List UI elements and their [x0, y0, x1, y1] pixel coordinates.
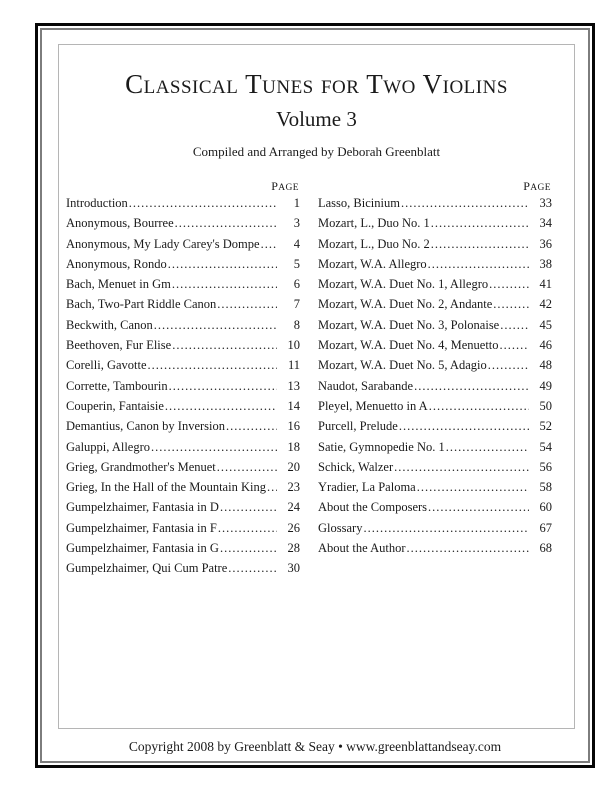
- toc-entry-page: 52: [539, 419, 552, 434]
- dot-leader: [446, 440, 529, 455]
- toc-entry-title: Mozart, L., Duo No. 1: [318, 216, 430, 231]
- middle-border: [40, 28, 590, 763]
- toc-entry-title: Lasso, Bicinium: [318, 196, 400, 210]
- dot-leader: [151, 440, 277, 455]
- toc-entry-title: Beckwith, Canon: [66, 317, 153, 332]
- toc-entry-page: 42: [539, 297, 552, 312]
- dot-leader: [428, 500, 529, 515]
- toc-entry-page: 68: [539, 541, 552, 556]
- toc-entry: [318, 297, 552, 317]
- toc-entry-page: 14: [287, 398, 300, 413]
- toc-entry: [66, 440, 300, 460]
- dot-leader: [500, 338, 529, 353]
- dot-leader: [261, 237, 277, 252]
- toc-entry-page: 10: [287, 338, 300, 353]
- dot-leader: [431, 237, 529, 252]
- toc-entry: [318, 541, 552, 561]
- toc-entry-page: 4: [293, 236, 300, 251]
- toc-entry-title: Gumpelzhaimer, Fantasia in D: [66, 500, 219, 515]
- toc-entry: [318, 338, 552, 358]
- toc-entry: [318, 277, 552, 297]
- dot-leader: [431, 216, 529, 231]
- toc-entry-page: 16: [287, 419, 300, 434]
- toc-entry-title: Grieg, Grandmother's Menuet: [66, 459, 216, 474]
- toc-entry-page: 50: [539, 398, 552, 413]
- dot-leader: [172, 277, 277, 292]
- outer-border: [35, 23, 595, 768]
- toc-entry-title: Anonymous, Bourree: [66, 216, 174, 231]
- dot-leader: [428, 257, 529, 272]
- toc-entry-title: Couperin, Fantaisie: [66, 398, 164, 413]
- dot-leader: [226, 419, 277, 434]
- toc-entry-page: 13: [287, 378, 300, 393]
- toc-entry: [66, 338, 300, 358]
- toc-entry-title: About the Author: [318, 541, 406, 556]
- toc-entry-page: 1: [293, 196, 300, 210]
- dot-leader: [175, 216, 277, 231]
- toc-entry-page: 56: [539, 459, 552, 474]
- toc-entry: [66, 561, 300, 581]
- toc-entry-title: Gumpelzhaimer, Fantasia in G: [66, 541, 219, 556]
- dot-leader: [169, 379, 277, 394]
- toc-entry-page: 26: [287, 520, 300, 535]
- dot-leader: [267, 480, 277, 495]
- toc-entry-title: Grieg, In the Hall of the Mountain King: [66, 480, 266, 495]
- toc-entry-page: 38: [539, 256, 552, 271]
- toc-entry-title: Corelli, Gavotte: [66, 358, 147, 373]
- toc-rows-right: [318, 196, 552, 561]
- toc-entry-title: Mozart, W.A. Duet No. 5, Adagio: [318, 358, 487, 373]
- toc-entry: [66, 297, 300, 317]
- toc-entry-title: Yradier, La Paloma: [318, 480, 416, 495]
- table-of-contents: [66, 180, 552, 582]
- toc-entry: [66, 521, 300, 541]
- toc-entry-page: 36: [539, 236, 552, 251]
- toc-entry: [318, 440, 552, 460]
- toc-entry-title: Mozart, W.A. Duet No. 1, Allegro: [318, 277, 489, 292]
- toc-entry-title: Purcell, Prelude: [318, 419, 398, 434]
- toc-entry-title: About the Composers: [318, 500, 428, 515]
- toc-entry-title: Bach, Two-Part Riddle Canon: [66, 297, 217, 312]
- toc-entry: [66, 277, 300, 297]
- dot-leader: [148, 358, 277, 373]
- toc-entry-title: Schick, Walzer: [318, 459, 394, 474]
- dot-leader: [429, 399, 529, 414]
- toc-entry: [318, 399, 552, 419]
- toc-entry-title: Anonymous, My Lady Carey's Dompe: [66, 236, 260, 251]
- toc-entry: [66, 541, 300, 561]
- toc-entry-page: 28: [287, 541, 300, 556]
- toc-entry: [318, 318, 552, 338]
- toc-entry-page: 7: [293, 297, 300, 312]
- toc-entry-title: Demantius, Canon by Inversion: [66, 419, 226, 434]
- toc-entry: [318, 196, 552, 216]
- dot-leader: [488, 358, 529, 373]
- dot-leader: [493, 297, 529, 312]
- toc-entry: [318, 379, 552, 399]
- copyright-footer: Copyright 2008 by Greenblatt & Seay • www.greenblattandseay.com: [128, 739, 502, 754]
- toc-column-left: [66, 180, 300, 582]
- toc-entry-title: Beethoven, Fur Elise: [66, 338, 172, 353]
- byline: Compiled and Arranged by Deborah Greenblatt: [192, 144, 441, 159]
- toc-entry-title: Mozart, W.A. Duet No. 4, Menuetto: [318, 338, 499, 353]
- dot-leader: [220, 541, 277, 556]
- toc-entry-page: 34: [539, 216, 552, 231]
- toc-entry-page: 23: [287, 480, 300, 495]
- dot-leader: [489, 277, 529, 292]
- dot-leader: [172, 338, 277, 353]
- toc-entry: [318, 216, 552, 236]
- toc-entry-title: Gumpelzhaimer, Fantasia in F: [66, 520, 217, 535]
- toc-entry-page: 8: [293, 317, 300, 332]
- toc-entry-title: Anonymous, Rondo: [66, 256, 167, 271]
- toc-entry-page: 54: [539, 439, 552, 454]
- toc-entry-title: Naudot, Sarabande: [318, 378, 414, 393]
- volume-subtitle: Volume 3: [276, 107, 357, 131]
- toc-entry-page: 33: [539, 196, 552, 210]
- toc-entry: [66, 419, 300, 439]
- toc-entry-page: 48: [539, 358, 552, 373]
- dot-leader: [218, 521, 277, 536]
- toc-entry: [66, 216, 300, 236]
- toc-entry: [318, 257, 552, 277]
- toc-entry: [318, 480, 552, 500]
- toc-entry-page: 41: [539, 277, 552, 292]
- toc-entry: [66, 460, 300, 480]
- toc-entry: [66, 196, 300, 216]
- toc-content: [59, 45, 574, 582]
- toc-entry-title: Introduction: [66, 196, 128, 210]
- toc-entry-title: Glossary: [318, 520, 363, 535]
- dot-leader: [414, 379, 529, 394]
- toc-entry-page: 18: [287, 439, 300, 454]
- dot-leader: [399, 419, 529, 434]
- toc-entry: [318, 358, 552, 378]
- toc-entry: [318, 521, 552, 541]
- toc-entry: [66, 480, 300, 500]
- toc-entry-title: Satie, Gymnopedie No. 1: [318, 439, 445, 454]
- book-title: Classical Tunes for Two Violins: [125, 69, 508, 99]
- dot-leader: [394, 460, 529, 475]
- toc-entry-title: Pleyel, Menuetto in A: [318, 398, 428, 413]
- toc-entry: [66, 237, 300, 257]
- dot-leader: [217, 297, 277, 312]
- toc-entry-page: 58: [539, 480, 552, 495]
- toc-entry-page: 3: [293, 216, 300, 231]
- toc-entry-page: 5: [293, 256, 300, 271]
- toc-entry: [66, 358, 300, 378]
- dot-leader: [500, 318, 529, 333]
- toc-entry-title: Gumpelzhaimer, Qui Cum Patre: [66, 561, 228, 576]
- content-border: [58, 44, 575, 729]
- toc-entry-title: Mozart, W.A. Duet No. 2, Andante: [318, 297, 493, 312]
- dot-leader: [129, 196, 277, 211]
- toc-entry-title: Galuppi, Allegro: [66, 439, 151, 454]
- toc-entry-page: 46: [539, 338, 552, 353]
- toc-entry-page: 30: [287, 561, 300, 576]
- toc-entry: [318, 500, 552, 520]
- toc-rows-left: [66, 196, 300, 582]
- toc-entry-page: 45: [539, 317, 552, 332]
- toc-entry-title: Mozart, L., Duo No. 2: [318, 236, 430, 251]
- dot-leader: [220, 500, 277, 515]
- dot-leader: [401, 196, 529, 211]
- toc-entry-page: 24: [287, 500, 300, 515]
- toc-entry: [66, 318, 300, 338]
- dot-leader: [417, 480, 529, 495]
- toc-entry: [318, 419, 552, 439]
- dot-leader: [154, 318, 277, 333]
- toc-entry-page: 49: [539, 378, 552, 393]
- toc-entry-title: Mozart, W.A. Duet No. 3, Polonaise: [318, 317, 500, 332]
- page-column-header-right: PAGE: [523, 179, 551, 193]
- toc-entry-title: Corrette, Tambourin: [66, 378, 168, 393]
- toc-entry-page: 60: [539, 500, 552, 515]
- toc-entry-title: Mozart, W.A. Allegro: [318, 256, 427, 271]
- dot-leader: [217, 460, 277, 475]
- dot-leader: [168, 257, 277, 272]
- dot-leader: [363, 521, 529, 536]
- toc-entry: [66, 257, 300, 277]
- toc-entry-page: 20: [287, 459, 300, 474]
- toc-entry: [66, 379, 300, 399]
- toc-entry-page: 11: [287, 358, 300, 373]
- toc-entry: [66, 399, 300, 419]
- toc-entry: [318, 460, 552, 480]
- toc-entry-page: 6: [293, 277, 300, 292]
- toc-entry: [66, 500, 300, 520]
- dot-leader: [165, 399, 277, 414]
- toc-entry: [318, 237, 552, 257]
- dot-leader: [228, 561, 277, 576]
- page-column-header-left: PAGE: [271, 179, 299, 193]
- toc-column-right: [318, 180, 552, 582]
- toc-entry-title: Bach, Menuet in Gm: [66, 277, 171, 292]
- dot-leader: [407, 541, 530, 556]
- toc-entry-page: 67: [539, 520, 552, 535]
